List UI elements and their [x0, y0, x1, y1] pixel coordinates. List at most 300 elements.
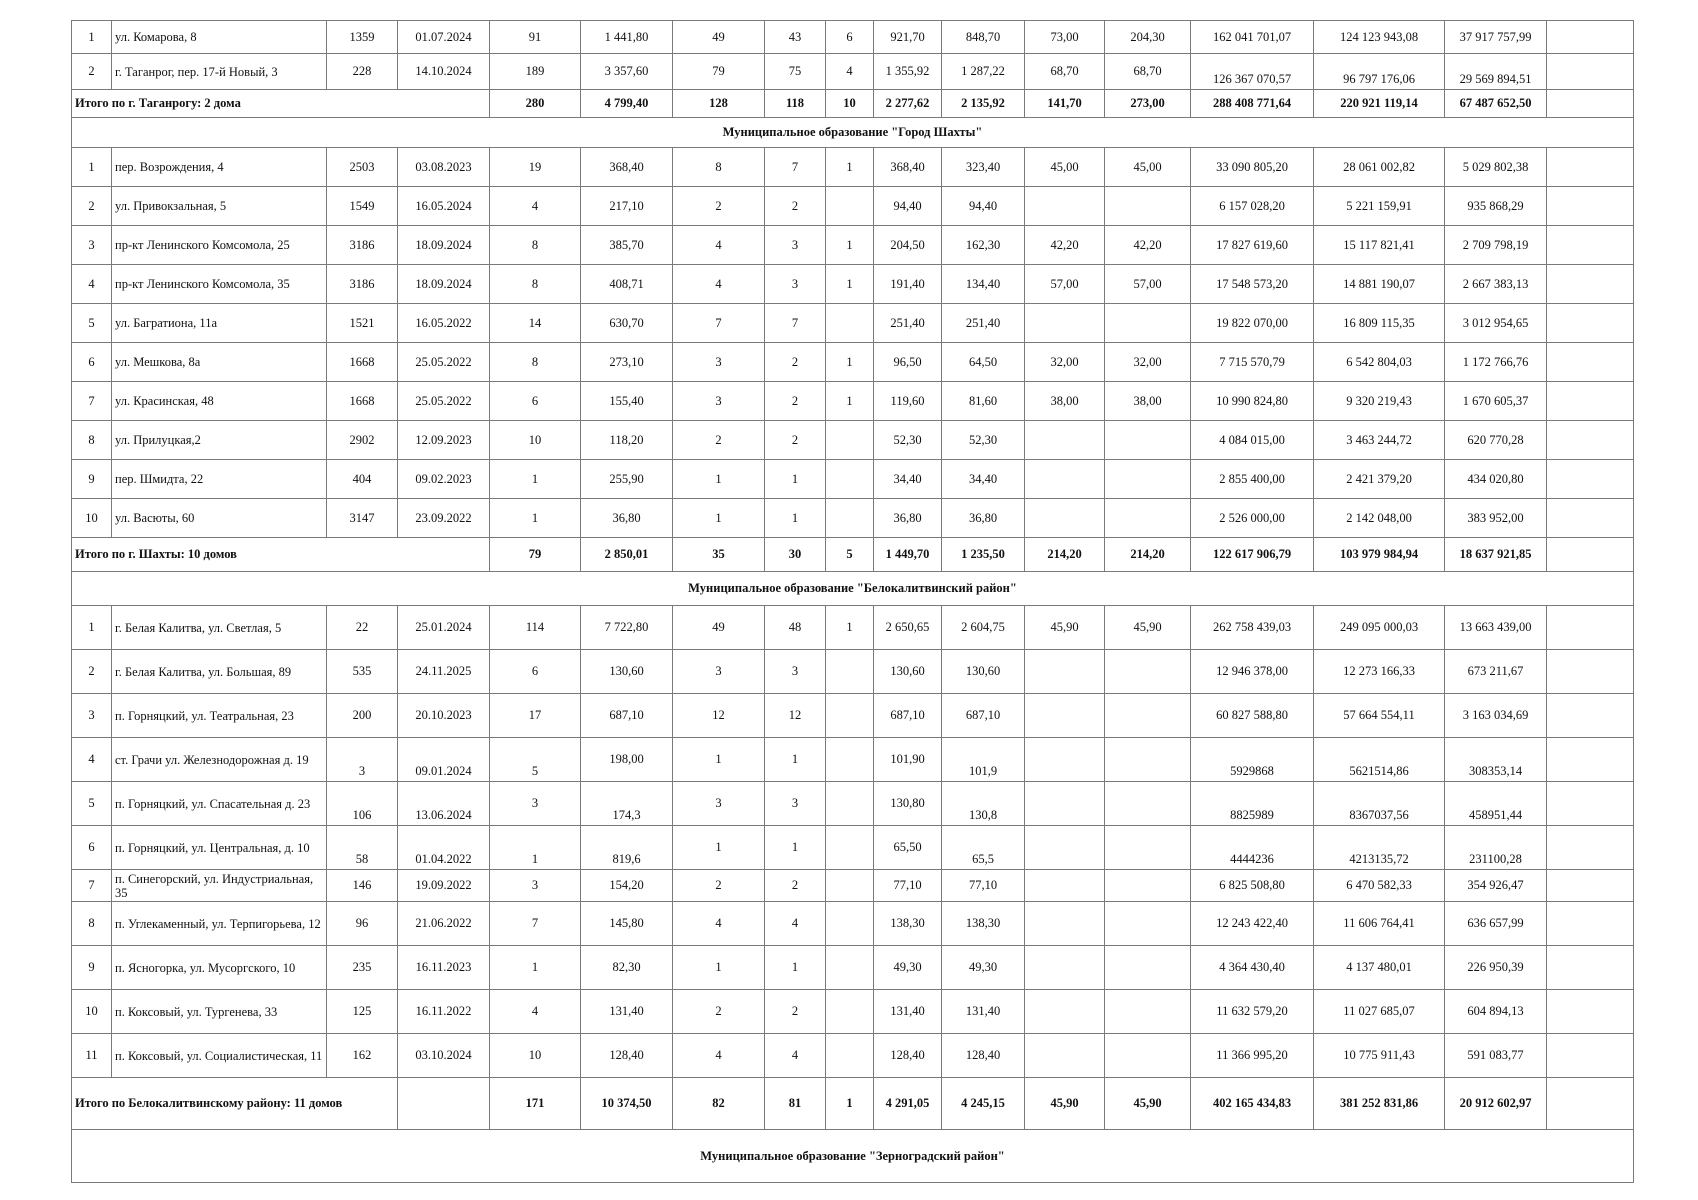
table-cell: 2 650,65 [874, 606, 942, 650]
table-cell [1105, 782, 1191, 826]
table-cell: 3 [765, 782, 826, 826]
total-cell: 141,70 [1025, 90, 1105, 118]
table-cell: 19.09.2022 [398, 870, 490, 902]
address-cell: г. Белая Калитва, ул. Светлая, 5 [112, 606, 327, 650]
address-cell: п. Коксовый, ул. Тургенева, 33 [112, 990, 327, 1034]
total-cell: 214,20 [1105, 538, 1191, 572]
table-cell: 7 [72, 870, 112, 902]
table-row [72, 187, 1634, 226]
section-header-row [72, 1130, 1634, 1183]
table-cell: 14.10.2024 [398, 54, 490, 90]
table-cell: 162 [327, 1034, 398, 1078]
table-cell: 2 142 048,00 [1314, 499, 1445, 538]
table-cell: 12 273 166,33 [1314, 650, 1445, 694]
table-cell: 636 657,99 [1445, 902, 1547, 946]
table-cell: 1 355,92 [874, 54, 942, 90]
table-cell [1547, 148, 1634, 187]
table-cell: 45,00 [1025, 148, 1105, 187]
total-cell: 10 374,50 [581, 1078, 673, 1130]
table-cell: 91 [490, 21, 581, 54]
table-cell: 130,60 [942, 650, 1025, 694]
table-cell: 9 [72, 460, 112, 499]
table-cell: 49 [673, 21, 765, 54]
table-cell: 3 357,60 [581, 54, 673, 90]
table-cell: 57,00 [1025, 265, 1105, 304]
table-cell: 5 [72, 782, 112, 826]
table-cell: 7 [765, 304, 826, 343]
table-cell: 2 [72, 650, 112, 694]
table-cell: 12 [765, 694, 826, 738]
table-cell: 591 083,77 [1445, 1034, 1547, 1078]
total-cell: 79 [490, 538, 581, 572]
table-cell: 8 [490, 226, 581, 265]
address-cell: ст. Грачи ул. Железнодорожная д. 19 [112, 738, 327, 782]
table-cell: 687,10 [581, 694, 673, 738]
table-cell: 14 [490, 304, 581, 343]
table-cell [1025, 946, 1105, 990]
table-cell: 45,90 [1025, 606, 1105, 650]
table-cell [1105, 826, 1191, 870]
table-cell: 145,80 [581, 902, 673, 946]
table-cell: 5 029 802,38 [1445, 148, 1547, 187]
table-cell: 4 [673, 902, 765, 946]
table-cell: 01.07.2024 [398, 21, 490, 54]
table-cell: 5 221 159,91 [1314, 187, 1445, 226]
table-cell: 3 012 954,65 [1445, 304, 1547, 343]
table-cell: 16.11.2022 [398, 990, 490, 1034]
table-cell [1547, 54, 1634, 90]
total-cell: 2 277,62 [874, 90, 942, 118]
table-cell: 10 [72, 990, 112, 1034]
table-cell: 383 952,00 [1445, 499, 1547, 538]
table-cell: 2 [765, 343, 826, 382]
table-cell: 6 825 508,80 [1191, 870, 1314, 902]
table-cell: 8 [490, 265, 581, 304]
table-cell [1105, 499, 1191, 538]
table-cell: 1 [826, 265, 874, 304]
table-cell: 3 [327, 738, 398, 782]
table-cell: 368,40 [874, 148, 942, 187]
table-row [72, 870, 1634, 902]
register-page [71, 20, 1633, 1183]
table-cell: 17 [490, 694, 581, 738]
table-cell [1025, 304, 1105, 343]
table-cell: 28 061 002,82 [1314, 148, 1445, 187]
table-cell: 1 [765, 460, 826, 499]
table-cell: 36,80 [874, 499, 942, 538]
table-cell: 458951,44 [1445, 782, 1547, 826]
table-cell: 1 [826, 382, 874, 421]
table-cell: 3 [765, 226, 826, 265]
table-cell: 11 366 995,20 [1191, 1034, 1314, 1078]
table-cell: 1 172 766,76 [1445, 343, 1547, 382]
table-cell: 4 [765, 1034, 826, 1078]
table-cell: 7 [72, 382, 112, 421]
table-cell: 2 [765, 421, 826, 460]
table-cell: 408,71 [581, 265, 673, 304]
table-cell [826, 826, 874, 870]
table-cell: 162 041 701,07 [1191, 21, 1314, 54]
table-cell: 19 [490, 148, 581, 187]
table-cell [826, 870, 874, 902]
total-cell: 67 487 652,50 [1445, 90, 1547, 118]
table-cell: 4213135,72 [1314, 826, 1445, 870]
table-cell: 231100,28 [1445, 826, 1547, 870]
table-cell [1547, 902, 1634, 946]
table-cell: 42,20 [1105, 226, 1191, 265]
address-cell: пер. Шмидта, 22 [112, 460, 327, 499]
table-cell: 8 [490, 343, 581, 382]
table-cell: 1 [765, 499, 826, 538]
table-cell: 37 917 757,99 [1445, 21, 1547, 54]
table-cell: 5 [490, 738, 581, 782]
table-cell: 1668 [327, 382, 398, 421]
table-cell: 81,60 [942, 382, 1025, 421]
table-cell [1025, 650, 1105, 694]
total-cell: 280 [490, 90, 581, 118]
table-cell [1547, 606, 1634, 650]
table-row [72, 826, 1634, 870]
table-cell [1105, 304, 1191, 343]
table-cell: 52,30 [874, 421, 942, 460]
table-cell [1105, 738, 1191, 782]
housing-register-table [71, 20, 1634, 1183]
table-cell: 204,50 [874, 226, 942, 265]
table-cell: 60 827 588,80 [1191, 694, 1314, 738]
table-cell: 124 123 943,08 [1314, 21, 1445, 54]
table-cell: 68,70 [1105, 54, 1191, 90]
total-cell: 81 [765, 1078, 826, 1130]
table-cell: 255,90 [581, 460, 673, 499]
table-cell: 354 926,47 [1445, 870, 1547, 902]
table-cell: 03.10.2024 [398, 1034, 490, 1078]
table-cell: 189 [490, 54, 581, 90]
table-cell [1105, 1034, 1191, 1078]
total-cell: 288 408 771,64 [1191, 90, 1314, 118]
total-cell: 82 [673, 1078, 765, 1130]
table-row [72, 606, 1634, 650]
table-cell: 2 [72, 54, 112, 90]
table-cell: 15 117 821,41 [1314, 226, 1445, 265]
table-cell: 8 [673, 148, 765, 187]
total-cell: 20 912 602,97 [1445, 1078, 1547, 1130]
table-cell [1105, 990, 1191, 1034]
table-cell [826, 650, 874, 694]
table-cell: 1 [673, 499, 765, 538]
table-cell: 174,3 [581, 782, 673, 826]
table-row [72, 499, 1634, 538]
table-cell: 200 [327, 694, 398, 738]
table-cell: 2902 [327, 421, 398, 460]
table-cell: 1521 [327, 304, 398, 343]
table-cell: 2 [673, 187, 765, 226]
table-cell: 77,10 [942, 870, 1025, 902]
table-cell: 8367037,56 [1314, 782, 1445, 826]
table-cell [826, 694, 874, 738]
table-cell: 130,60 [581, 650, 673, 694]
table-cell: 11 027 685,07 [1314, 990, 1445, 1034]
table-cell: 82,30 [581, 946, 673, 990]
table-cell: 5621514,86 [1314, 738, 1445, 782]
table-cell [826, 499, 874, 538]
table-cell: 45,90 [1105, 606, 1191, 650]
table-cell [826, 782, 874, 826]
table-cell [1025, 990, 1105, 1034]
table-cell: 1 670 605,37 [1445, 382, 1547, 421]
table-cell [1025, 738, 1105, 782]
table-cell: 25.05.2022 [398, 343, 490, 382]
address-cell: ул. Красинская, 48 [112, 382, 327, 421]
table-cell: 7 [765, 148, 826, 187]
table-cell: 8825989 [1191, 782, 1314, 826]
table-cell: 57 664 554,11 [1314, 694, 1445, 738]
table-cell: 68,70 [1025, 54, 1105, 90]
table-cell: 154,20 [581, 870, 673, 902]
table-cell: 434 020,80 [1445, 460, 1547, 499]
table-cell [826, 421, 874, 460]
table-cell: 10 [72, 499, 112, 538]
table-cell: 404 [327, 460, 398, 499]
table-cell: 2 [765, 187, 826, 226]
table-cell: 4 [765, 902, 826, 946]
table-cell [1547, 343, 1634, 382]
table-cell: 119,60 [874, 382, 942, 421]
table-cell: 191,40 [874, 265, 942, 304]
table-cell: 125 [327, 990, 398, 1034]
table-cell [1547, 990, 1634, 1034]
total-cell: 381 252 831,86 [1314, 1078, 1445, 1130]
table-cell [1547, 946, 1634, 990]
table-cell: 10 [490, 421, 581, 460]
table-cell: 6 [72, 343, 112, 382]
table-body [72, 21, 1634, 1183]
address-cell: п. Горняцкий, ул. Театральная, 23 [112, 694, 327, 738]
table-cell: 9 [72, 946, 112, 990]
table-cell: 308353,14 [1445, 738, 1547, 782]
table-cell: 138,30 [874, 902, 942, 946]
table-cell [1105, 902, 1191, 946]
table-cell: 2 526 000,00 [1191, 499, 1314, 538]
table-cell: 4 137 480,01 [1314, 946, 1445, 990]
total-cell: 4 245,15 [942, 1078, 1025, 1130]
table-cell: 11 632 579,20 [1191, 990, 1314, 1034]
table-cell: 1 [765, 738, 826, 782]
address-cell: ул. Привокзальная, 5 [112, 187, 327, 226]
table-cell: 6 157 028,20 [1191, 187, 1314, 226]
table-cell: 52,30 [942, 421, 1025, 460]
table-cell: 162,30 [942, 226, 1025, 265]
table-cell: 5 [72, 304, 112, 343]
table-cell [1105, 694, 1191, 738]
table-cell: 3 [673, 382, 765, 421]
table-cell: 38,00 [1105, 382, 1191, 421]
total-cell: 214,20 [1025, 538, 1105, 572]
table-cell: 79 [673, 54, 765, 90]
table-cell: 1 [826, 148, 874, 187]
table-cell: 2 604,75 [942, 606, 1025, 650]
table-cell: 4 084 015,00 [1191, 421, 1314, 460]
total-cell: 4 291,05 [874, 1078, 942, 1130]
table-row [72, 148, 1634, 187]
table-row [72, 226, 1634, 265]
table-cell: 130,80 [874, 782, 942, 826]
table-cell: 10 [490, 1034, 581, 1078]
table-cell [1025, 1034, 1105, 1078]
address-cell: п. Коксовый, ул. Социалистическая, 11 [112, 1034, 327, 1078]
section-title: Муниципальное образование "Зерноградский район" [72, 1130, 1634, 1183]
table-cell [1025, 902, 1105, 946]
total-row [72, 538, 1634, 572]
table-cell: 251,40 [942, 304, 1025, 343]
table-cell [1547, 265, 1634, 304]
table-cell: 6 [826, 21, 874, 54]
table-cell [1105, 870, 1191, 902]
table-cell: 2503 [327, 148, 398, 187]
total-cell: 122 617 906,79 [1191, 538, 1314, 572]
table-cell: 57,00 [1105, 265, 1191, 304]
total-cell: 18 637 921,85 [1445, 538, 1547, 572]
total-cell: 118 [765, 90, 826, 118]
total-cell: 1 449,70 [874, 538, 942, 572]
table-cell: 3 [673, 650, 765, 694]
table-cell: 4 [673, 1034, 765, 1078]
table-cell: 10 990 824,80 [1191, 382, 1314, 421]
table-cell: 2 [765, 990, 826, 1034]
table-cell: 3 [765, 265, 826, 304]
total-cell: 5 [826, 538, 874, 572]
table-cell [1025, 694, 1105, 738]
table-cell: 935 868,29 [1445, 187, 1547, 226]
table-cell [1105, 187, 1191, 226]
table-cell: 198,00 [581, 738, 673, 782]
table-cell: 3147 [327, 499, 398, 538]
total-cell: 171 [490, 1078, 581, 1130]
section-header-row [72, 118, 1634, 148]
table-cell: 2 [765, 870, 826, 902]
table-cell: 23.09.2022 [398, 499, 490, 538]
table-cell [1547, 460, 1634, 499]
table-cell: 13.06.2024 [398, 782, 490, 826]
table-cell: 1 [826, 343, 874, 382]
table-cell: 09.01.2024 [398, 738, 490, 782]
total-label: Итого по г. Шахты: 10 домов [72, 538, 490, 572]
table-cell: 130,60 [874, 650, 942, 694]
table-cell: 1359 [327, 21, 398, 54]
table-cell: 1 [826, 226, 874, 265]
table-cell [1547, 21, 1634, 54]
table-cell: 3 [490, 870, 581, 902]
table-cell: 4 [826, 54, 874, 90]
table-cell: 3 [72, 226, 112, 265]
total-cell [1547, 1078, 1634, 1130]
table-cell: 1 [490, 499, 581, 538]
table-cell: 5929868 [1191, 738, 1314, 782]
table-cell: 1 287,22 [942, 54, 1025, 90]
table-cell: 65,50 [874, 826, 942, 870]
table-cell [1025, 187, 1105, 226]
table-cell: 49 [673, 606, 765, 650]
table-cell: 687,10 [942, 694, 1025, 738]
table-cell: 12 243 422,40 [1191, 902, 1314, 946]
table-cell: 25.01.2024 [398, 606, 490, 650]
table-cell: 73,00 [1025, 21, 1105, 54]
table-cell: 3186 [327, 226, 398, 265]
total-cell [1547, 538, 1634, 572]
total-cell: 402 165 434,83 [1191, 1078, 1314, 1130]
table-cell: 3 [673, 343, 765, 382]
table-cell: 10 775 911,43 [1314, 1034, 1445, 1078]
table-cell: 12.09.2023 [398, 421, 490, 460]
table-cell: 12 [673, 694, 765, 738]
table-cell [1025, 782, 1105, 826]
table-cell: 2 [673, 870, 765, 902]
table-cell: 18.09.2024 [398, 226, 490, 265]
table-cell: 146 [327, 870, 398, 902]
table-cell: 1 [72, 148, 112, 187]
table-cell: 13 663 439,00 [1445, 606, 1547, 650]
table-cell: 6 470 582,33 [1314, 870, 1445, 902]
table-cell: 687,10 [874, 694, 942, 738]
table-cell: 09.02.2023 [398, 460, 490, 499]
table-cell: 75 [765, 54, 826, 90]
table-cell [1025, 870, 1105, 902]
total-cell: 4 799,40 [581, 90, 673, 118]
total-cell: 30 [765, 538, 826, 572]
table-cell: 1 [490, 460, 581, 499]
table-cell: 114 [490, 606, 581, 650]
section-title: Муниципальное образование "Город Шахты" [72, 118, 1634, 148]
table-cell: 106 [327, 782, 398, 826]
section-title: Муниципальное образование "Белокалитвинский район" [72, 572, 1634, 606]
table-cell: 4 [72, 738, 112, 782]
table-cell [826, 946, 874, 990]
table-cell: 22 [327, 606, 398, 650]
table-cell [826, 990, 874, 1034]
table-cell: 1 [673, 738, 765, 782]
total-row [72, 90, 1634, 118]
table-cell: 03.08.2023 [398, 148, 490, 187]
table-cell: 7 722,80 [581, 606, 673, 650]
address-cell: г. Белая Калитва, ул. Большая, 89 [112, 650, 327, 694]
table-cell [1105, 460, 1191, 499]
table-cell: 24.11.2025 [398, 650, 490, 694]
table-row [72, 343, 1634, 382]
table-cell: 217,10 [581, 187, 673, 226]
table-cell: 2 709 798,19 [1445, 226, 1547, 265]
table-cell: 4 [673, 226, 765, 265]
table-cell: 131,40 [942, 990, 1025, 1034]
table-cell [1025, 460, 1105, 499]
table-cell: 118,20 [581, 421, 673, 460]
table-cell: 128,40 [874, 1034, 942, 1078]
table-cell [1105, 421, 1191, 460]
table-cell: 1 [765, 826, 826, 870]
table-cell: 2 [72, 187, 112, 226]
table-cell: 673 211,67 [1445, 650, 1547, 694]
table-cell [1547, 421, 1634, 460]
address-cell: п. Синегорский, ул. Индустриальная, 35 [112, 870, 327, 902]
table-cell [1547, 694, 1634, 738]
table-cell: 3 463 244,72 [1314, 421, 1445, 460]
table-row [72, 694, 1634, 738]
table-cell: 17 827 619,60 [1191, 226, 1314, 265]
table-cell: 49,30 [942, 946, 1025, 990]
table-cell: 32,00 [1025, 343, 1105, 382]
table-cell: 34,40 [942, 460, 1025, 499]
table-cell: 604 894,13 [1445, 990, 1547, 1034]
table-cell: 101,9 [942, 738, 1025, 782]
table-cell: 3186 [327, 265, 398, 304]
